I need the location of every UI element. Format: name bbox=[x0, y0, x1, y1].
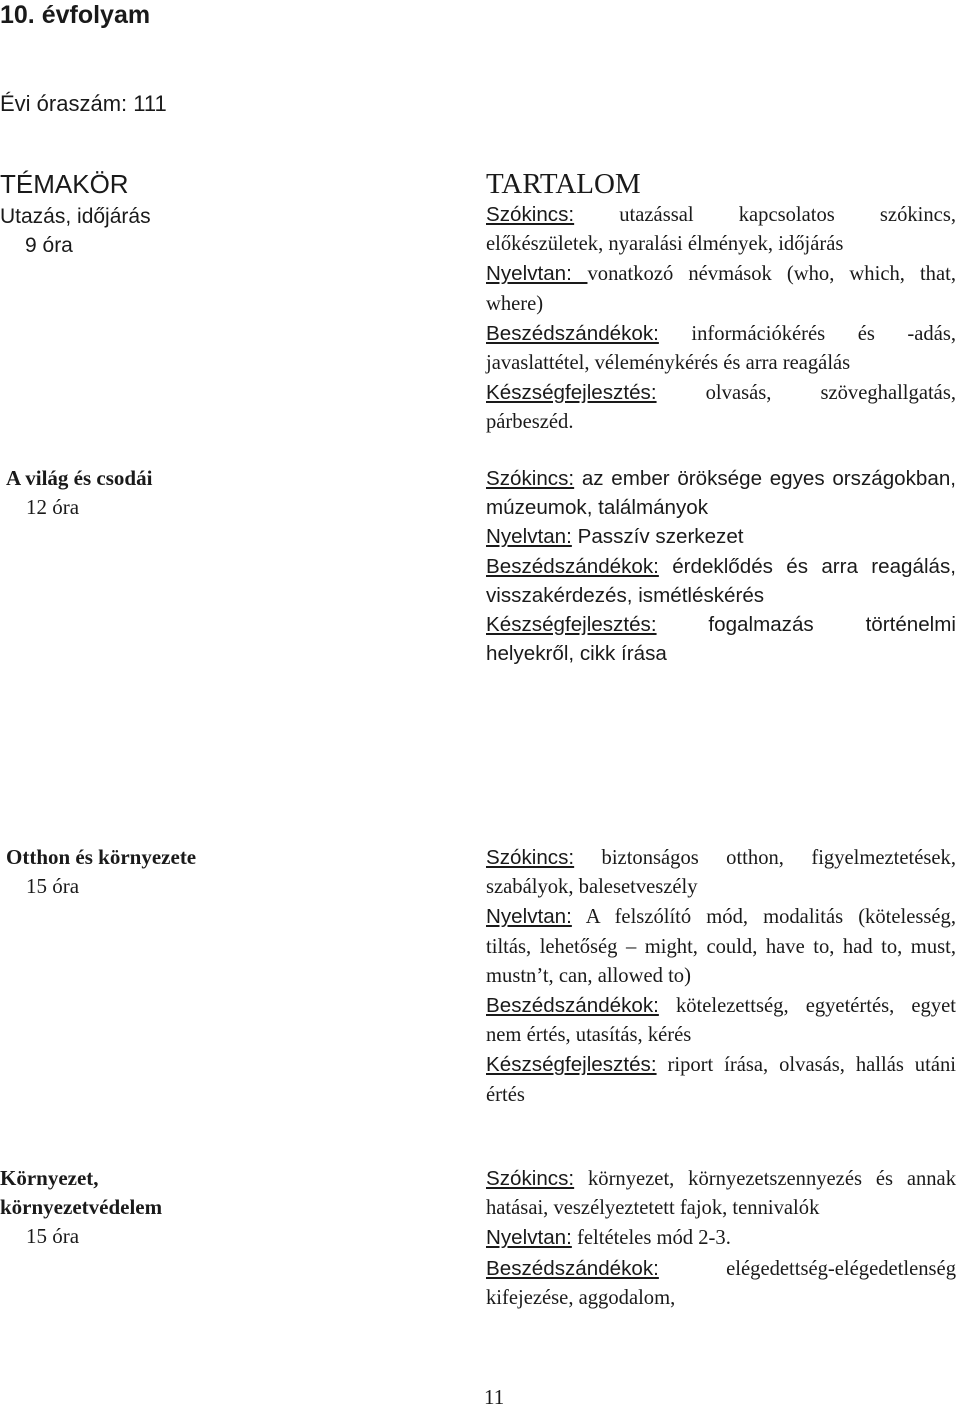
topic-hours: 9 óra bbox=[25, 234, 73, 258]
section-text: az ember öröksége egyes országokban, múzeumok, találmányok bbox=[486, 467, 956, 520]
section-text: biztonságos otthon, figyelmeztetések, szabályok, balesetveszély bbox=[486, 847, 956, 899]
topic-name: Utazás, időjárás bbox=[0, 205, 151, 228]
section-label: Készségfejlesztés: bbox=[486, 613, 657, 637]
topic-home-surroundings bbox=[0, 843, 250, 901]
section-text: információkérés és -adás, javaslattétel, véleménykérés és arra reagálás bbox=[486, 322, 956, 375]
section-label: Beszédszándékok: bbox=[486, 321, 659, 345]
section-label: Nyelvtan: bbox=[486, 1226, 572, 1250]
content-section bbox=[486, 522, 956, 551]
section-text: Passzív szerkezet bbox=[571, 525, 744, 549]
topic-name: Otthon és környezete bbox=[6, 845, 197, 869]
section-label: Készségfejlesztés: bbox=[486, 1053, 657, 1077]
section-label: Nyelvtan: bbox=[486, 905, 572, 929]
section-text: riport írása, olvasás, hallás utáni értés bbox=[486, 1054, 956, 1106]
content-section bbox=[486, 1254, 956, 1313]
section-label: Szókincs: bbox=[486, 467, 575, 490]
content-section bbox=[486, 464, 956, 522]
content-section bbox=[486, 319, 956, 378]
section-label: Szókincs: bbox=[486, 846, 575, 869]
page-title: 10. évfolyam bbox=[0, 1, 151, 29]
content-section bbox=[486, 843, 956, 902]
column-header-content: TARTALOM bbox=[486, 168, 641, 200]
section-label: Készségfejlesztés: bbox=[486, 381, 657, 405]
section-label: Beszédszándékok: bbox=[486, 1256, 659, 1280]
topic-hours: 15 óra bbox=[26, 1224, 80, 1249]
page-number: 11 bbox=[484, 1385, 505, 1409]
content-section bbox=[486, 902, 956, 991]
section-text: utazással kapcsolatos szókincs, előkészületek, nyaralási élmények, időjárás bbox=[486, 204, 956, 256]
content-section bbox=[486, 991, 956, 1050]
topic-hours: 15 óra bbox=[26, 874, 80, 899]
section-label: Nyelvtan: bbox=[486, 262, 588, 286]
section-text: A felszólító mód, modalitás (kötelesség, tiltás, lehetőség – might, could, have to, had to, must, mustn’t, can, allowed to) bbox=[486, 906, 956, 987]
section-label: Beszédszándékok: bbox=[486, 994, 659, 1018]
section-label: Szókincs: bbox=[486, 203, 575, 226]
section-label: Szókincs: bbox=[486, 1167, 575, 1190]
content-section bbox=[486, 200, 956, 259]
section-text: környezet, környezetszennyezés és annak hatásai, veszélyeztetett fajok, tennivalók bbox=[486, 1168, 956, 1220]
section-text: olvasás, szöveghallgatás, párbeszéd. bbox=[486, 382, 956, 434]
topic-content-home-surroundings bbox=[486, 843, 956, 1110]
topic-hours: 12 óra bbox=[26, 495, 80, 520]
section-text: érdeklődés és arra reagálás, visszakérdezés, ismétléskérés bbox=[486, 554, 956, 607]
section-text: vonatkozó névmások (who, which, that, where) bbox=[486, 263, 956, 315]
topic-content-travel-weather bbox=[486, 200, 956, 438]
topic-environment-protection bbox=[0, 1164, 250, 1252]
topic-content-environment-protection bbox=[486, 1164, 956, 1313]
topic-travel-weather bbox=[0, 202, 250, 260]
section-text: kötelezettség, egyetértés, egyet nem értés, utasítás, kérés bbox=[486, 995, 956, 1047]
column-header-topic: TÉMAKÖR bbox=[0, 169, 129, 199]
topic-content-world-wonders bbox=[486, 464, 956, 668]
section-label: Nyelvtan: bbox=[486, 525, 572, 549]
content-section bbox=[486, 378, 956, 437]
content-section bbox=[486, 1223, 956, 1253]
section-label: Beszédszándékok: bbox=[486, 554, 659, 578]
content-section bbox=[486, 1164, 956, 1223]
section-text: feltételes mód 2-3. bbox=[571, 1227, 731, 1250]
content-section bbox=[486, 552, 956, 610]
annual-hours: Évi óraszám: 111 bbox=[0, 91, 167, 116]
topic-name: Környezet, környezetvédelem bbox=[0, 1166, 163, 1220]
content-section bbox=[486, 1050, 956, 1109]
section-text: fogalmazás történelmi helyekről, cikk írása bbox=[486, 613, 956, 666]
content-section bbox=[486, 259, 956, 318]
topic-world-wonders bbox=[0, 464, 250, 522]
content-section bbox=[486, 610, 956, 668]
topic-name: A világ és csodái bbox=[6, 466, 153, 490]
section-text: elégedettség-elégedetlenség kifejezése, aggodalom, bbox=[486, 1257, 956, 1309]
